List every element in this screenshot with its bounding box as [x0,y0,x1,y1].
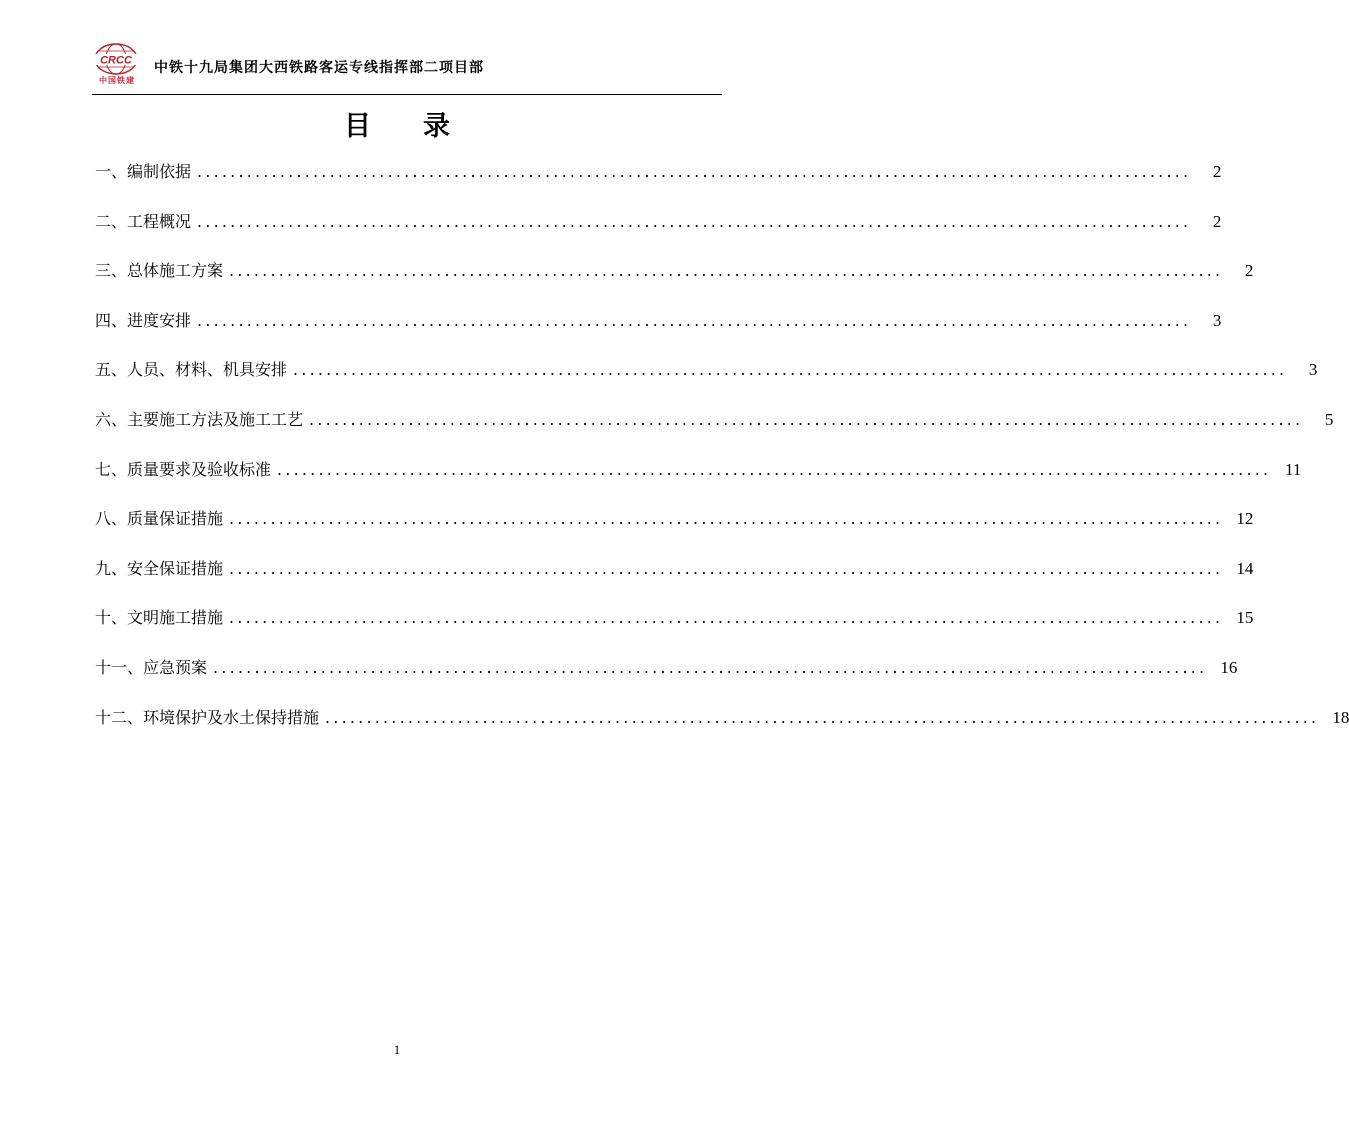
toc-entry-page: 16 [1220,657,1238,677]
toc-entry[interactable] [95,259,1254,309]
toc-entry-label: 一、编制依据 [95,162,192,181]
toc-entry-label: 九、安全保证措施 [95,558,224,578]
toc-leader-dots: ........................................................................................................................ [229,558,1224,578]
toc-entry[interactable] [95,507,1254,557]
toc-entry[interactable] [95,557,1254,607]
toc-entry[interactable] [95,210,1222,260]
toc-leader-dots: ........................................................................................................................ [197,211,1192,231]
toc-leader-dots: ........................................................................................................................ [229,261,1224,281]
toc-entry[interactable] [95,656,1238,706]
toc-entry-label: 十、文明施工措施 [95,608,224,628]
toc-entry[interactable] [95,309,1222,359]
toc-leader-dots: ........................................................................................................................ [229,509,1224,529]
toc-entry[interactable] [95,458,1302,508]
logo-text: CRCC [100,54,132,67]
toc-entry-page: 2 [1244,261,1254,281]
toc-leader-dots: ........................................................................................................................ [309,409,1304,429]
toc-entry-label: 十一、应急预案 [95,657,208,677]
toc-entry[interactable] [95,408,1334,458]
toc-leader-dots: ........................................................................................................................ [197,162,1192,181]
toc-leader-dots: ........................................................................................................................ [293,360,1288,380]
toc-title-left: 目 [344,111,371,142]
toc-title [0,104,794,143]
toc-entry-page: 3 [1212,310,1222,330]
toc-leader-dots: ........................................................................................................................ [325,707,1320,727]
toc-leader-dots: ........................................................................................................................ [197,310,1192,330]
toc-entry[interactable] [95,160,1222,210]
crcc-globe-icon [92,42,140,76]
toc-entry-label: 八、质量保证措施 [95,509,224,529]
toc-entry-label: 七、质量要求及验收标准 [95,459,272,479]
toc-entry-page: 18 [1332,707,1349,727]
toc-leader-dots: ........................................................................................................................ [277,459,1272,479]
toc-entry-label: 十二、环境保护及水土保持措施 [95,707,320,727]
toc-entry[interactable] [95,358,1318,408]
toc-entry-page: 15 [1236,608,1254,628]
table-of-contents [95,160,1349,755]
crcc-logo [92,42,140,88]
toc-entry-page: 5 [1324,409,1334,429]
toc-leader-dots: ........................................................................................................................ [229,608,1224,628]
toc-entry-page: 12 [1236,509,1254,529]
toc-entry[interactable] [95,606,1254,656]
toc-entry-label: 五、人员、材料、机具安排 [95,360,288,380]
page-number: 1 [393,1042,401,1057]
header-title: 中铁十九局集团大西铁路客运专线指挥部二项目部 [154,60,484,76]
toc-entry-page: 11 [1284,459,1302,479]
toc-entry-page: 3 [1308,360,1318,380]
toc-entry-label: 四、进度安排 [95,310,192,330]
toc-entry-page: 14 [1236,558,1254,578]
toc-entry-label: 六、主要施工方法及施工工艺 [95,409,304,429]
logo-caption: 中国铁建 [99,76,135,85]
toc-entry[interactable] [95,706,1349,756]
toc-leader-dots: ........................................................................................................................ [213,657,1208,677]
toc-entry-page: 2 [1212,162,1222,181]
page-header [92,40,722,95]
toc-entry-label: 二、工程概况 [95,211,192,231]
toc-entry-label: 三、总体施工方案 [95,261,224,281]
toc-entry-page: 2 [1212,211,1222,231]
toc-title-right: 录 [423,111,450,142]
